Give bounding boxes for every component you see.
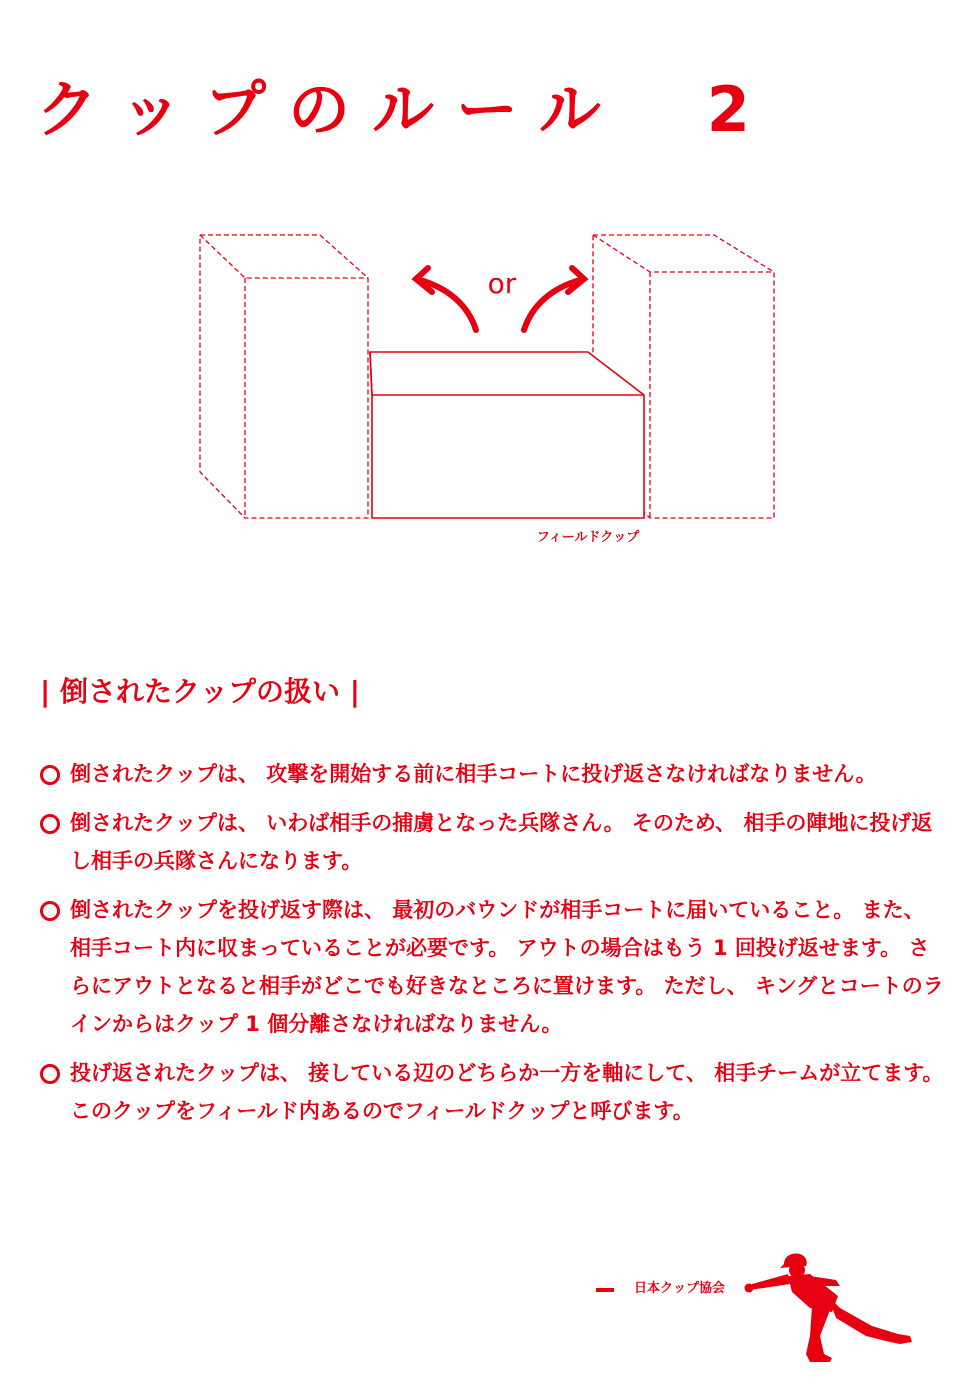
circle-bullet-icon <box>40 901 60 921</box>
rule-text: 倒されたクップを投げ返す際は、 最初のバウンドが相手コートに届いていること。 また、 相手コート内に収まっていることが必要です。 アウトの場合はもう 1 回投げ返せます。 さらにアウトとなると相手がどこでも好きなところに置けます。 ただし、 キングとコートのラインからはクップ 1 個分離さなければなりません。 <box>70 898 944 1036</box>
rule-text: 倒されたクップは、 攻撃を開始する前に相手コートに投げ返さなければなりません。 <box>70 762 877 786</box>
rules-list <box>40 755 945 1141</box>
page-title: クップのルール 2 <box>36 73 772 146</box>
tip-left-arrow <box>416 268 476 330</box>
thrower-silhouette-icon <box>740 1250 920 1365</box>
section-heading: | 倒されたクップの扱い | <box>40 675 360 708</box>
circle-bullet-icon <box>40 814 60 834</box>
circle-bullet-icon <box>40 1064 60 1084</box>
field-cup-shape <box>370 352 644 518</box>
tip-right-arrow <box>524 268 584 330</box>
cup-fall-diagram <box>0 0 980 600</box>
or-label: or <box>487 267 517 300</box>
left-standing-cup-outline <box>200 235 368 518</box>
rule-item <box>40 1054 945 1130</box>
rule-text: 倒されたクップは、 いわば相手の捕虜となった兵隊さん。 そのため、 相手の陣地に投げ返し相手の兵隊さんになります。 <box>70 811 933 873</box>
field-cup-label: フィールドクップ <box>536 530 640 545</box>
rule-item <box>40 891 945 1043</box>
footer-dash <box>596 1288 614 1292</box>
rule-item <box>40 804 945 880</box>
organization-name: 日本クップ協会 <box>634 1281 726 1296</box>
rule-item <box>40 755 945 793</box>
circle-bullet-icon <box>40 765 60 785</box>
rule-text: 投げ返されたクップは、 接している辺のどちらか一方を軸にして、 相手チームが立てます。 このクップをフィールド内あるのでフィールドクップと呼びます。 <box>70 1061 944 1123</box>
